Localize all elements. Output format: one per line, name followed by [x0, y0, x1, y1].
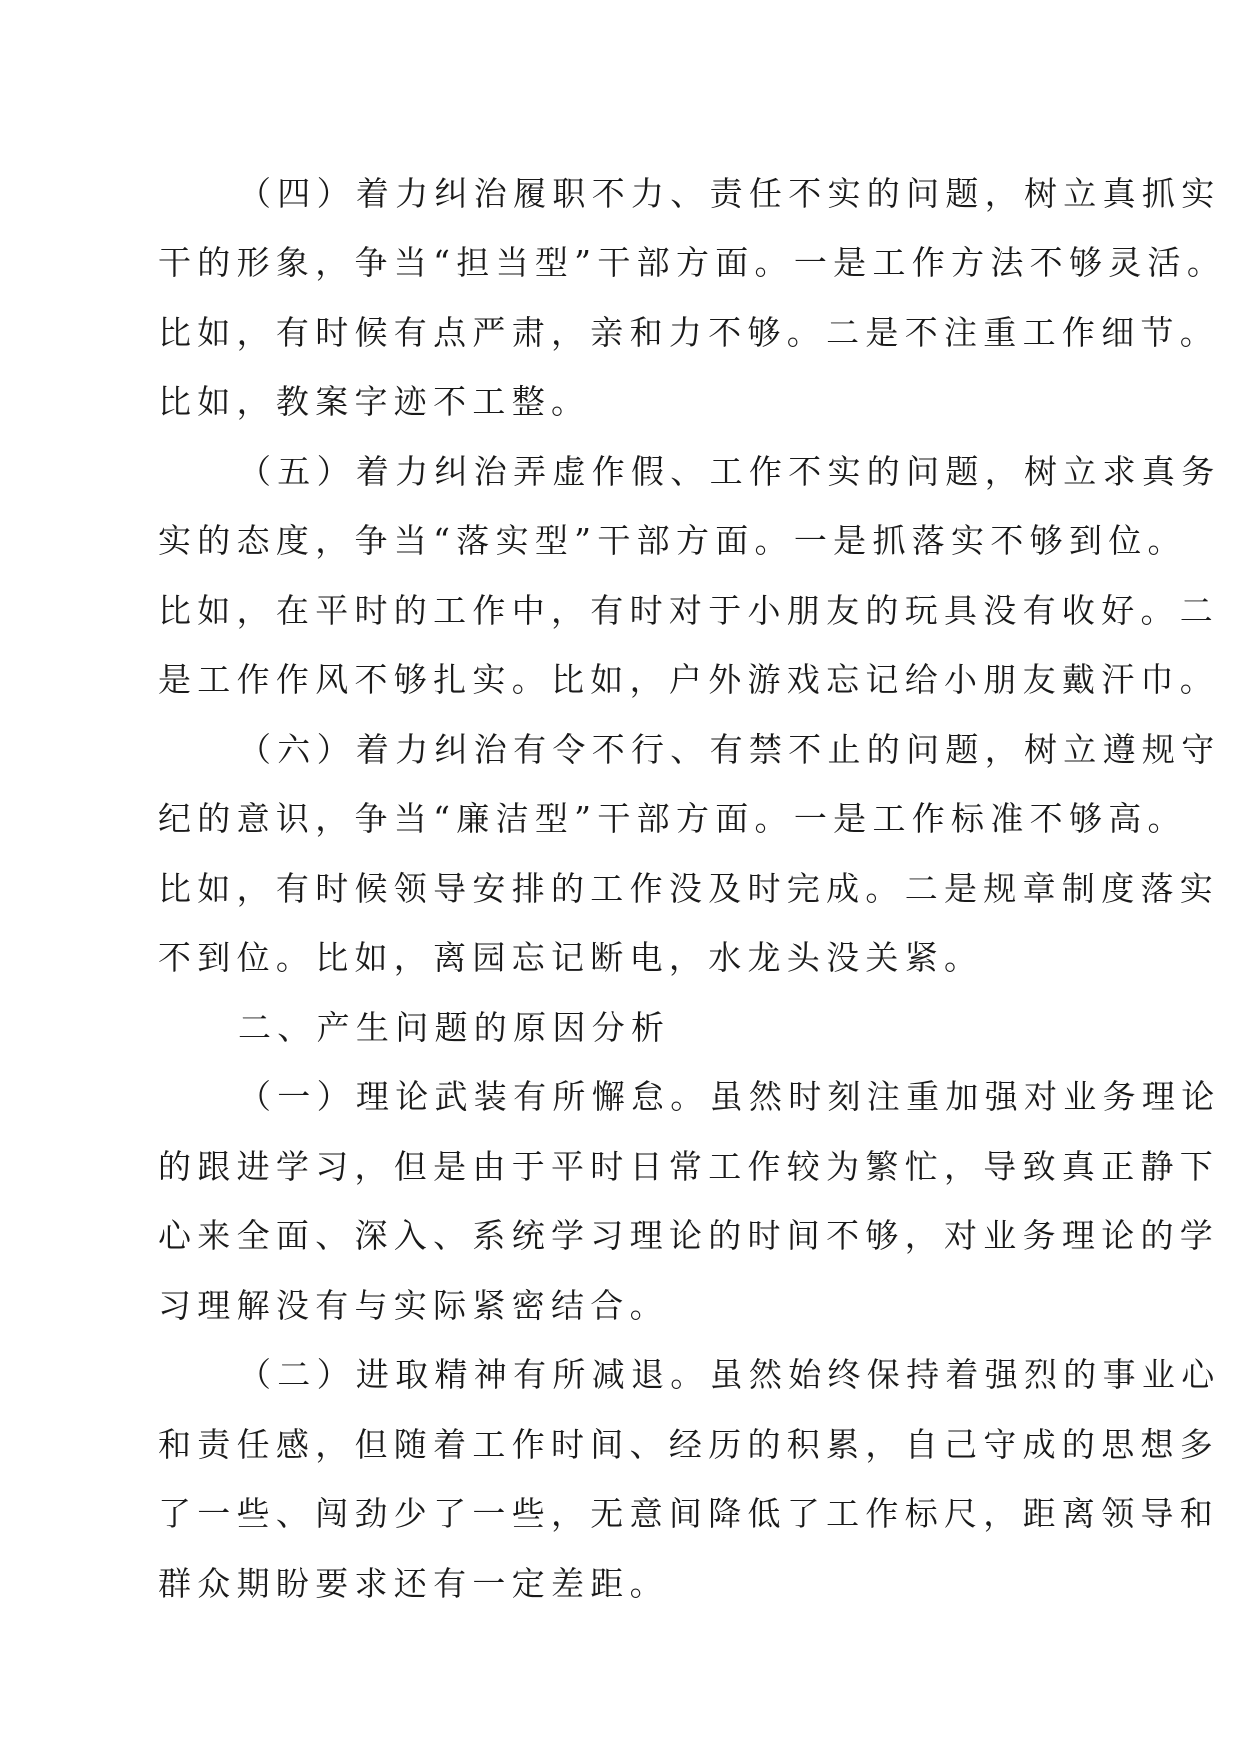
- paragraph-6-line-1: （六）着力纠治有令不行、有禁不止的问题，树立遵规守: [238, 730, 1221, 769]
- paragraph-4-line-3: 比如，有时候有点严肃，亲和力不够。二是不注重工作细节。: [158, 313, 1220, 352]
- cause-2-line-3: 了一些、闯劲少了一些，无意间降低了工作标尺，距离领导和: [158, 1494, 1220, 1533]
- paragraph-6-line-2: 纪的意识，争当“廉洁型”干部方面。一是工作标准不够高。: [158, 799, 1187, 838]
- paragraph-4-line-2: 干的形象，争当“担当型”干部方面。一是工作方法不够灵活。: [158, 243, 1227, 282]
- cause-1-line-3: 心来全面、深入、系统学习理论的时间不够，对业务理论的学: [158, 1216, 1220, 1255]
- paragraph-5-line-1: （五）着力纠治弄虚作假、工作不实的问题，树立求真务: [238, 452, 1221, 491]
- paragraph-6-line-3: 比如，有时候领导安排的工作没及时完成。二是规章制度落实: [158, 869, 1220, 908]
- cause-2-line-4: 群众期盼要求还有一定差距。: [158, 1564, 669, 1603]
- cause-1-line-2: 的跟进学习，但是由于平时日常工作较为繁忙，导致真正静下: [158, 1147, 1220, 1186]
- paragraph-4-line-1: （四）着力纠治履职不力、责任不实的问题，树立真抓实: [238, 174, 1221, 213]
- section-heading: 二、产生问题的原因分析: [238, 1008, 671, 1047]
- paragraph-4-line-4: 比如，教案字迹不工整。: [158, 382, 591, 421]
- paragraph-5-line-3: 比如，在平时的工作中，有时对于小朋友的玩具没有收好。二: [158, 591, 1220, 630]
- cause-2-line-2: 和责任感，但随着工作时间、经历的积累，自己守成的思想多: [158, 1425, 1220, 1464]
- cause-1-line-1: （一）理论武装有所懈怠。虽然时刻注重加强对业务理论: [238, 1077, 1221, 1116]
- cause-2-line-1: （二）进取精神有所减退。虽然始终保持着强烈的事业心: [238, 1355, 1221, 1394]
- paragraph-5-line-4: 是工作作风不够扎实。比如，户外游戏忘记给小朋友戴汗巾。: [158, 660, 1220, 699]
- cause-1-line-4: 习理解没有与实际紧密结合。: [158, 1286, 669, 1325]
- paragraph-6-line-4: 不到位。比如，离园忘记断电，水龙头没关紧。: [158, 938, 984, 977]
- paragraph-5-line-2: 实的态度，争当“落实型”干部方面。一是抓落实不够到位。: [158, 521, 1187, 560]
